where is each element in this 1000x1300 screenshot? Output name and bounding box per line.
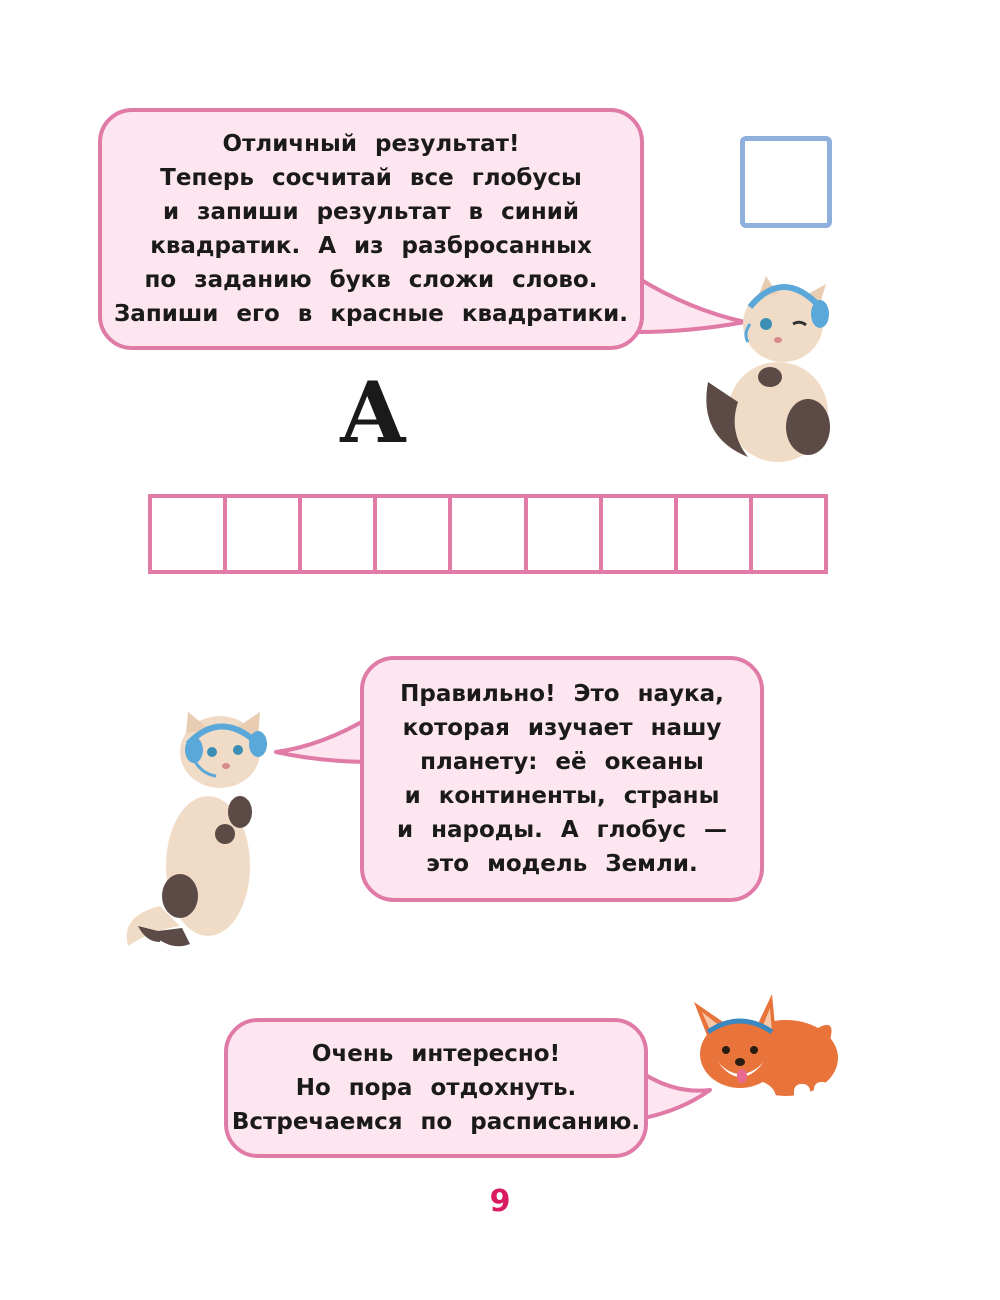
bubble-bottom-line: Встречаемся по расписанию. <box>231 1109 641 1135</box>
bubble-bottom-line: Очень интересно! <box>311 1041 561 1067</box>
bubble-middle-line: планету: её океаны <box>420 749 704 775</box>
bubble-top-line: и запиши результат в синий <box>163 199 579 225</box>
answer-cell[interactable] <box>452 498 523 570</box>
cat-headset-illustration <box>698 262 848 472</box>
answer-cell[interactable] <box>678 498 749 570</box>
bubble-bottom-line: Но пора отдохнуть. <box>295 1075 577 1101</box>
speech-bubble-bottom <box>224 1018 648 1158</box>
answer-cell[interactable] <box>377 498 448 570</box>
answer-cell[interactable] <box>528 498 599 570</box>
bubble-top-line: по заданию букв сложи слово. <box>144 267 598 293</box>
page-number: 9 <box>489 1184 511 1219</box>
answer-cell[interactable] <box>152 498 223 570</box>
bubble-middle-line: это модель Земли. <box>426 851 698 877</box>
bubble-top-line: Отличный результат! <box>222 131 520 157</box>
answer-cell[interactable] <box>302 498 373 570</box>
bubble-middle-line: и континенты, страны <box>404 783 720 809</box>
bubble-top-line: квадратик. А из разбросанных <box>150 233 592 259</box>
corgi-headset-illustration <box>668 988 852 1138</box>
answer-cell[interactable] <box>753 498 824 570</box>
answer-cell[interactable] <box>603 498 674 570</box>
answer-cell[interactable] <box>227 498 298 570</box>
bubble-middle-line: которая изучает нашу <box>402 715 722 741</box>
word-answer-row <box>148 494 828 574</box>
bubble-top-line: Запиши его в красные квадратики. <box>113 301 629 327</box>
bubble-middle-line: Правильно! Это наука, <box>400 681 724 707</box>
bubble-top-line: Теперь сосчитай все глобусы <box>160 165 582 191</box>
bubble-middle-line: и народы. А глобус — <box>396 817 728 843</box>
speech-bubble-middle <box>360 656 764 902</box>
cat-standing-illustration <box>120 706 280 958</box>
scattered-letter: А <box>338 363 408 462</box>
globe-count-answer-box[interactable] <box>740 136 832 228</box>
speech-bubble-top <box>98 108 644 350</box>
